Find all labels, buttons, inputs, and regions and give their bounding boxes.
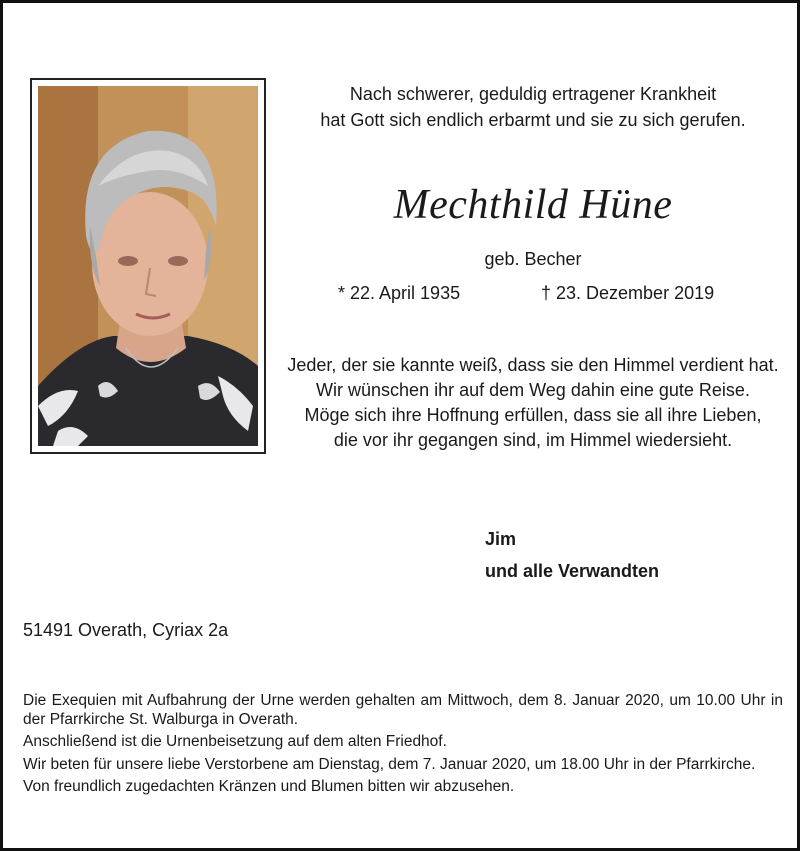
notice-paragraph: Wir beten für unsere liebe Verstorbene am Dienstag, dem 7. Januar 2020, um 18.00 Uhr in der Pfarrkirche. [23, 755, 756, 773]
intro-line: hat Gott sich endlich erbarmt und sie zu sich gerufen. [320, 110, 746, 130]
portrait-photo [38, 86, 258, 446]
funeral-notice [23, 692, 783, 801]
deceased-name: Mechthild Hüne [393, 182, 673, 228]
life-dates [283, 280, 783, 306]
address: 51491 Overath, Cyriax 2a [23, 620, 229, 640]
memorial-verse [283, 353, 783, 453]
intro-line: Nach schwerer, geduldig ertragener Krankheit [349, 84, 717, 104]
mourners [485, 523, 659, 587]
notice-paragraph: Von freundlich zugedachten Kränzen und Blumen bitten wir abzusehen. [23, 778, 515, 795]
mourner-name: Jim [485, 529, 517, 549]
birth-date: * 22. April 1935 [338, 283, 461, 303]
verse-line: die vor ihr gegangen sind, im Himmel wiedersieht. [333, 430, 733, 450]
verse-line: Wir wünschen ihr auf dem Weg dahin eine gute Reise. [316, 380, 750, 400]
notice-paragraph: Anschließend ist die Urnenbeisetzung auf dem alten Friedhof. [23, 733, 447, 750]
notice-paragraph: Die Exequien mit Aufbahrung der Urne werden gehalten am Mittwoch, dem 8. Januar 2020, um 10.00 Uhr in der Pfarrkirche St. Walburga in Overath. [23, 692, 783, 728]
mourner-relatives: und alle Verwandten [485, 561, 660, 581]
portrait-illustration [38, 86, 258, 446]
intro-text [283, 81, 783, 133]
death-date: † 23. Dezember 2019 [541, 283, 715, 303]
maiden-name: geb. Becher [484, 249, 582, 269]
portrait-frame [30, 78, 266, 454]
verse-line: Möge sich ihre Hoffnung erfüllen, dass sie all ihre Lieben, [304, 405, 762, 425]
verse-line: Jeder, der sie kannte weiß, dass sie den Himmel verdient hat. [287, 355, 779, 375]
